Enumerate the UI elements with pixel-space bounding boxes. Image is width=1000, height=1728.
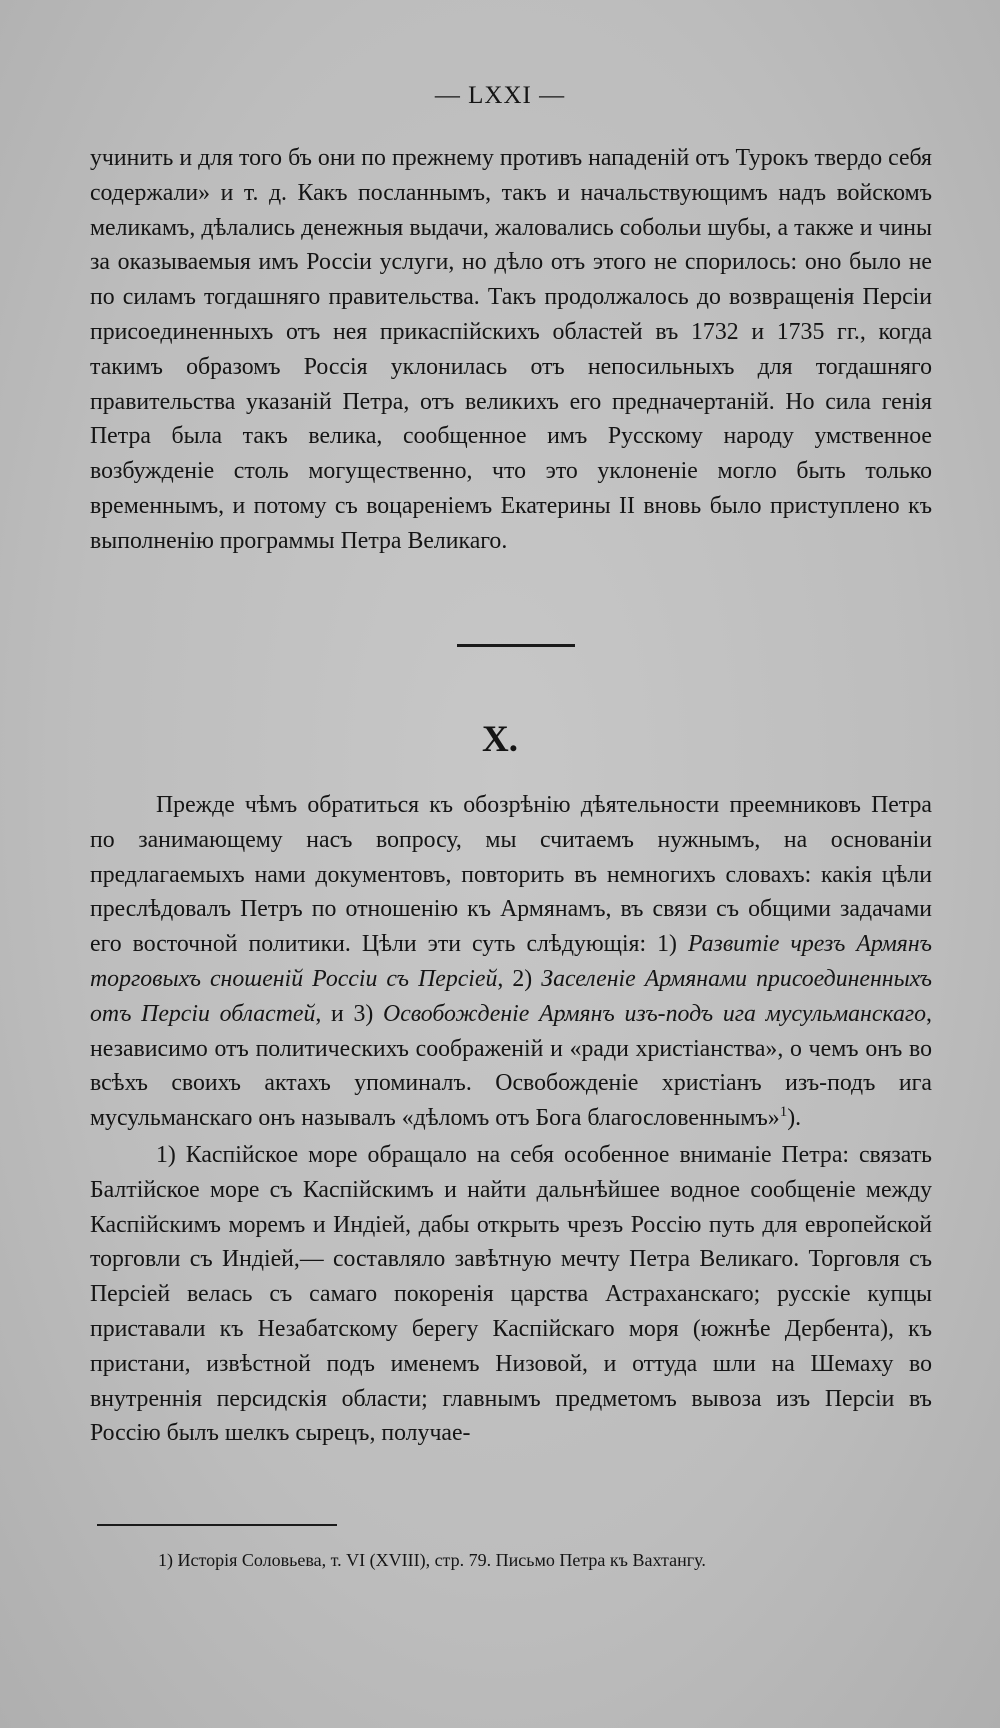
para-text: , 2) [497,965,542,992]
section-text-block [90,788,932,1451]
para-text: Прежде чѣмъ обратиться къ обозрѣнiю дѣятельности преемниковъ Петра по занимающему насъ вопросу, мы считаемъ нужнымъ, на основанiи предлагаемыхъ нами документовъ, повторить въ немногихъ словахъ: какiя цѣли преслѣдовалъ Петръ по отношенiю къ Армянамъ, въ связи съ общими задачами его восточной политики. Цѣли эти суть слѣдующiя: 1) [90,792,932,958]
para-text: , независимо отъ политическихъ соображенiй и «ради христiанства», о чемъ онъ во всѣхъ своихъ актахъ упоминалъ. Освобожденiе христiанъ изъ-подъ ига мусульманскаго онъ называлъ «дѣломъ отъ Бога благословеннымъ» [90,1000,932,1132]
italic-phrase: Развитiе чрезъ Армянъ торговыхъ сношенiй Россiи съ Персiей [90,931,932,992]
footnote-reference: 1 [779,1104,788,1121]
para-text: ). [787,1105,802,1132]
italic-phrase: Освобожденiе Армянъ изъ-подъ ига мусульманскаго [383,1000,927,1027]
para-text: , и 3) [315,1000,384,1027]
section-divider [457,644,575,647]
paragraph-goals [90,788,932,1136]
section-heading: X. [482,719,518,760]
footnote-rule [97,1524,337,1526]
italic-phrase: Заселенiе Армянами присоединенныхъ отъ Персiи областей [90,965,933,1027]
footnote: 1) Исторiя Соловьева, т. VI (XVIII), стр. 79. Письмо Петра къ Вахтангу. [158,1550,706,1570]
running-head-page-number: — LXXI — [434,82,566,109]
top-text-block [90,141,932,559]
paragraph-caspian: 1) Каспiйское море обращало на себя особенное вниманiе Петра: связать Балтiйское море съ Каспiйскимъ и найти дальнѣйшее водное сообщенiе между Каспiйскимъ моремъ и Индiей, дабы открыть чрезъ Россiю путь для европейской торговли съ Индiей,— составляло завѣтную мечту Петра Великаго. Торговля съ Персiей велась съ самаго покоренiя царства Астраханскаго; русскiе купцы приставали къ Незабатскому берегу Каспiйскаго моря (южнѣе Дербента), къ пристани, извѣстной подъ именемъ Низовой, и оттуда шли на Шемаху во внутреннiя персидскiя области; главнымъ предметомъ вывоза изъ Персiи въ Россiю былъ шелкъ сырецъ, получае- [90,1141,932,1447]
continued-paragraph: учинить и для того бъ они по прежнему противъ нападенiй отъ Турокъ твердо себя содержали» и т. д. Какъ посланнымъ, такъ и начальствующимъ надъ войскомъ меликамъ, дѣлались денежныя выдачи, жаловались собольи шубы, а также и чины за оказываемыя имъ Россiи услуги, но дѣло отъ этого не спорилось: оно было не по силамъ тогдашняго правительства. Такъ продолжалось до возвращенiя Персiи присоединенныхъ отъ нея прикаспiйскихъ областей въ 1732 и 1735 гг., когда такимъ образомъ Россiя уклонилась отъ непосильныхъ для тогдашняго правительства указанiй Петра, отъ великихъ его предначертанiй. Но сила генiя Петра была такъ велика, сообщенное имъ Русскому народу умственное возбужденiе столь могущественно, что это уклоненiе могло быть только временнымъ, и потому съ воцаренiемъ Екатерины II вновь было приступлено къ выполненiю программы Петра Великаго. [90,145,932,554]
